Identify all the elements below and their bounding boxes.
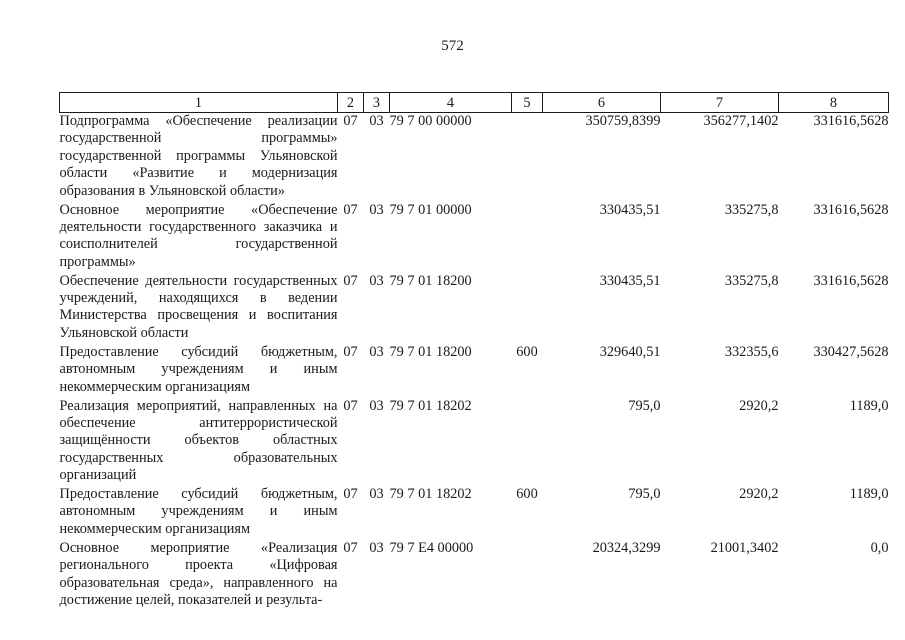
column-header-3: 3 — [364, 93, 390, 113]
amount-col-7: 332355,6 — [724, 343, 779, 360]
amount-col-6: 350759,8399 — [585, 113, 661, 129]
section-code: 07 — [343, 343, 358, 360]
column-header-7: 7 — [661, 93, 779, 113]
expense-type-code: 600 — [516, 486, 538, 503]
subsection-code: 03 — [369, 539, 384, 556]
table-row — [60, 540, 889, 611]
column-header-2: 2 — [338, 93, 364, 113]
amount-col-6: 330435,51 — [599, 201, 661, 218]
target-article-code: 79 7 00 00000 — [389, 113, 472, 129]
target-article-code: 79 7 01 18202 — [389, 397, 472, 414]
column-header-8: 8 — [779, 93, 889, 113]
expense-type-code — [512, 398, 543, 487]
amount-col-7: 21001,3402 — [710, 539, 779, 556]
column-header-6: 6 — [543, 93, 661, 113]
table-row — [60, 486, 889, 540]
target-article-code: 79 7 01 18200 — [389, 343, 472, 360]
subsection-code: 03 — [369, 113, 384, 129]
subsection-code: 03 — [369, 343, 384, 360]
amount-col-8: 0,0 — [870, 539, 889, 556]
column-header-4: 4 — [390, 93, 512, 113]
expense-type-code: 600 — [516, 343, 538, 360]
amount-col-8: 331616,5628 — [813, 113, 889, 129]
amount-col-8: 1189,0 — [849, 397, 889, 414]
target-article-code: 79 7 01 18202 — [389, 486, 472, 503]
amount-col-8: 330427,5628 — [813, 343, 889, 360]
column-header-5: 5 — [512, 93, 543, 113]
item-name: Основное мероприятие «Реализация регионального проекта «Цифровая образовательная среда», направленного на достижение целей, показателей и результа- — [59, 539, 338, 608]
budget-table — [59, 92, 889, 611]
subsection-code: 03 — [369, 272, 384, 289]
amount-col-6: 20324,3299 — [592, 539, 661, 556]
subsection-code: 03 — [369, 397, 384, 414]
item-name: Подпрограмма «Обеспечение реализации государственной программы» государственной программы Ульяновской области «Развитие и модернизация образования в Ульяновской области» — [59, 113, 338, 199]
table-row — [60, 344, 889, 398]
section-code: 07 — [343, 486, 358, 503]
amount-col-7: 356277,1402 — [703, 113, 779, 129]
expense-type-code — [512, 273, 543, 344]
item-name: Предоставление субсидий бюджетным, автономным учреждениям и иным некоммерческим организациям — [59, 486, 338, 537]
item-name: Реализация мероприятий, направленных на обеспечение антитеррористической защищённости объектов областных государственных образовательных организаций — [59, 397, 338, 484]
subsection-code: 03 — [369, 486, 384, 503]
section-code: 07 — [343, 397, 358, 414]
amount-col-8: 331616,5628 — [813, 272, 889, 289]
target-article-code: 79 7 01 18200 — [389, 272, 472, 289]
section-code: 07 — [343, 539, 358, 556]
expense-type-code — [512, 540, 543, 611]
section-code: 07 — [343, 272, 358, 289]
item-name: Основное мероприятие «Обеспечение деятельности государственного заказчика и соисполнителей государственной программы» — [59, 201, 338, 270]
target-article-code: 79 7 E4 00000 — [389, 539, 474, 556]
table-row — [60, 202, 889, 273]
amount-col-8: 331616,5628 — [813, 201, 889, 218]
amount-col-6: 795,0 — [628, 397, 661, 414]
amount-col-6: 329640,51 — [599, 343, 661, 360]
amount-col-8: 1189,0 — [849, 486, 889, 503]
amount-col-7: 335275,8 — [724, 201, 779, 218]
page-number: 572 — [441, 38, 464, 54]
amount-col-7: 2920,2 — [739, 486, 779, 503]
subsection-code: 03 — [369, 201, 384, 218]
expense-type-code — [512, 113, 543, 202]
column-header-1: 1 — [60, 93, 338, 113]
header-row — [60, 93, 889, 113]
expense-type-code — [512, 202, 543, 273]
amount-col-6: 795,0 — [628, 486, 661, 503]
section-code: 07 — [343, 113, 358, 129]
amount-col-7: 335275,8 — [724, 272, 779, 289]
amount-col-6: 330435,51 — [599, 272, 661, 289]
table-row — [60, 113, 889, 202]
table-row — [60, 398, 889, 487]
target-article-code: 79 7 01 00000 — [389, 201, 472, 218]
table-row — [60, 273, 889, 344]
item-name: Предоставление субсидий бюджетным, автономным учреждениям и иным некоммерческим организациям — [59, 343, 338, 395]
section-code: 07 — [343, 201, 358, 218]
item-name: Обеспечение деятельности государственных учреждений, находящихся в ведении Министерства просвещения и воспитания Ульяновской области — [59, 272, 338, 341]
amount-col-7: 2920,2 — [739, 397, 779, 414]
